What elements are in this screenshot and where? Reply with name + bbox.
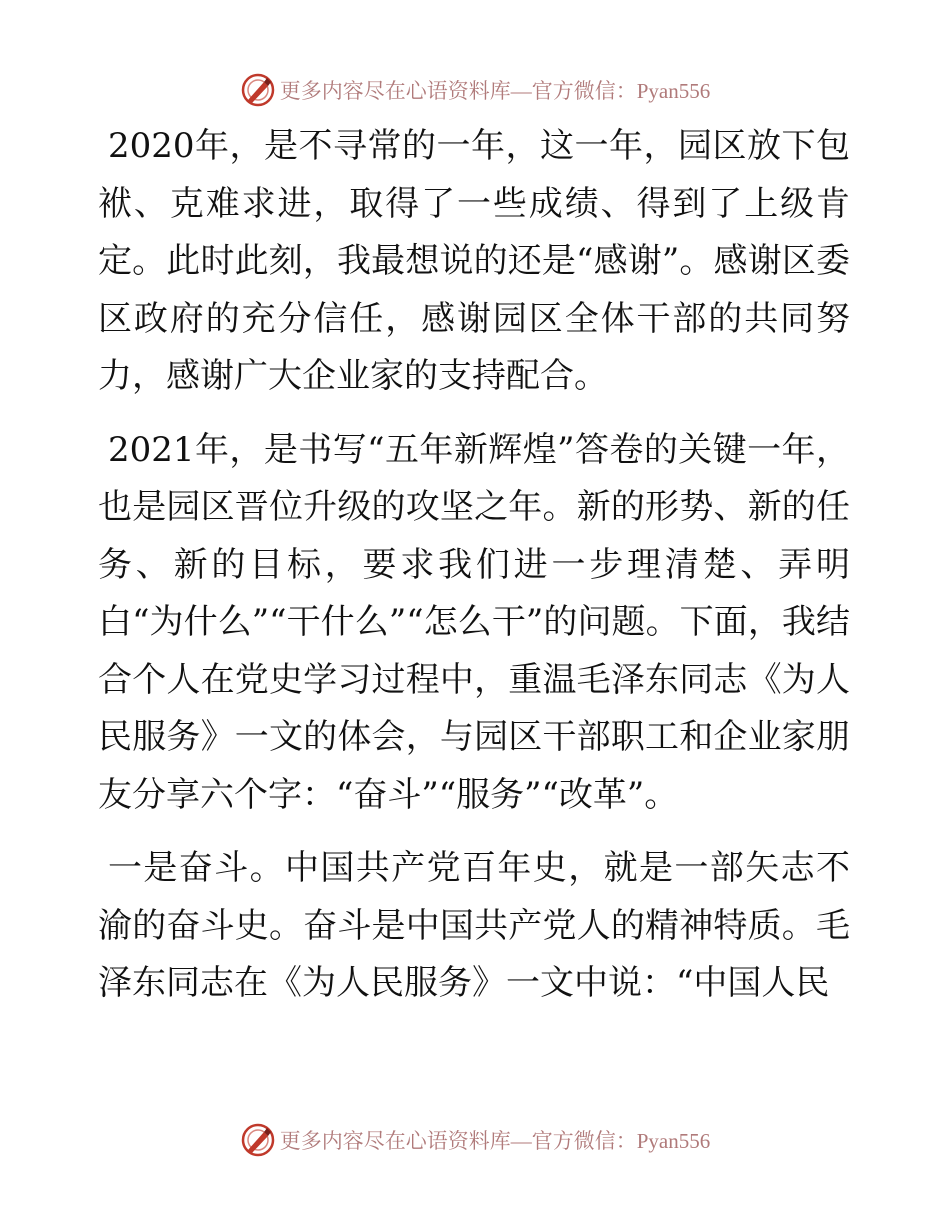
pen-logo-icon [240, 72, 276, 108]
paragraph: 2020年，是不寻常的一年，这一年，园区放下包袱、克难求进，取得了一些成绩、得到了上级肯定。此时此刻，我最想说的还是“感谢”。感谢区委区政府的充分信任，感谢园区全体干部的共同努力，感谢广大企业家的支持配合。 [98, 126, 850, 396]
watermark-text: 更多内容尽在心语资料库—官方微信：Pyan556 [279, 1129, 711, 1153]
paragraph: 一是奋斗。中国共产党百年史，就是一部矢志不渝的奋斗史。奋斗是中国共产党人的精神特质。毛泽东同志在《为人民服务》一文中说：“中国人民 [98, 848, 850, 1003]
pen-logo-icon [240, 1122, 276, 1158]
footer-watermark [0, 1118, 950, 1162]
paragraph: 2021年，是书写“五年新辉煌”答卷的关键一年，也是园区晋位升级的攻坚之年。新的形势、新的任务、新的目标，要求我们进一步理清楚、弄明白“为什么”“干什么”“怎么干”的问题。下面，我结合个人在党史学习过程中，重温毛泽东同志《为人民服务》一文的体会，与园区干部职工和企业家朋友分享六个字：“奋斗”“服务”“改革”。 [98, 429, 850, 815]
document-body [98, 118, 850, 1029]
header-watermark [0, 68, 950, 112]
watermark-text: 更多内容尽在心语资料库—官方微信：Pyan556 [279, 79, 711, 103]
